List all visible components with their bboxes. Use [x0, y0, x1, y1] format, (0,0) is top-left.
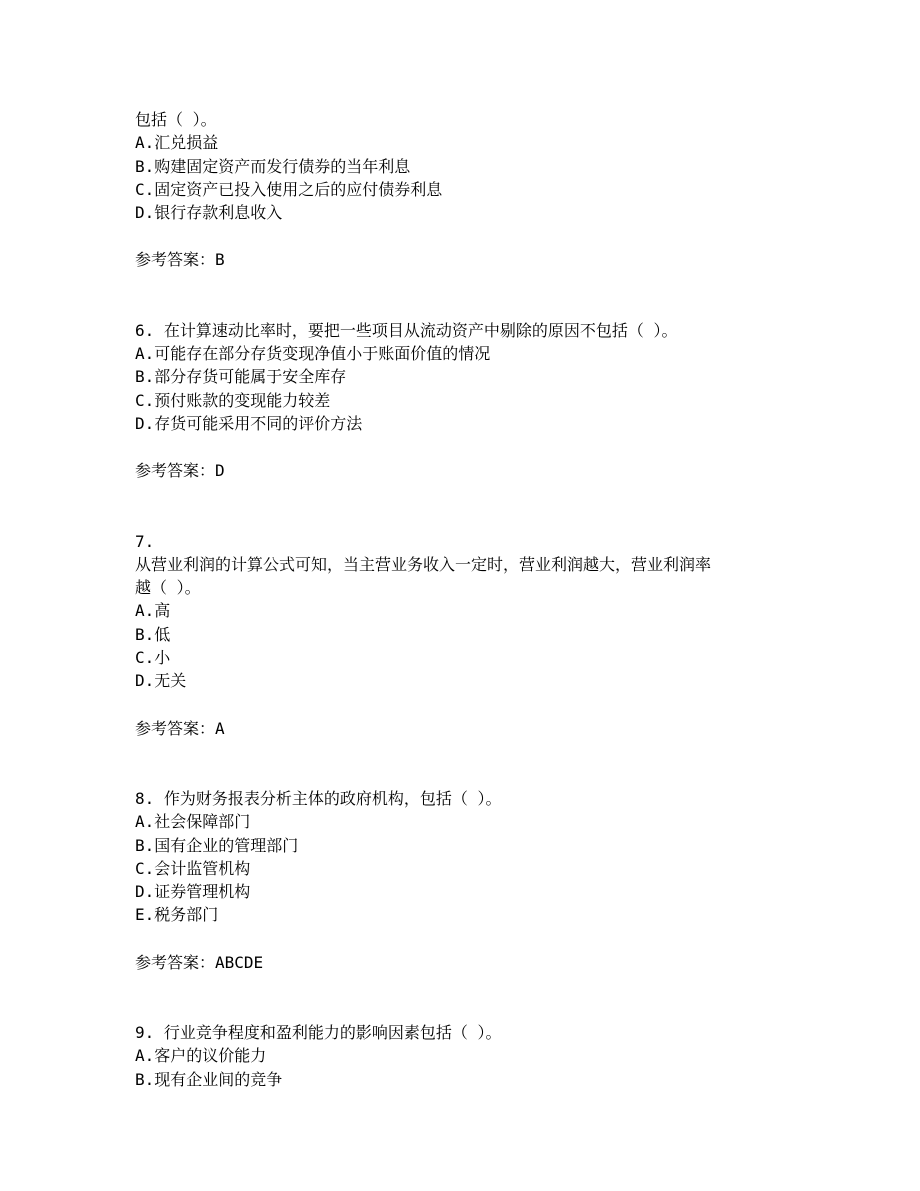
- option-a: A.社会保障部门: [135, 812, 251, 832]
- question-9: [135, 1021, 795, 1091]
- option-b: B.现有企业间的竞争: [135, 1069, 283, 1089]
- reference-answer: 参考答案：A: [135, 718, 225, 738]
- option-b: B.购建固定资产而发行债券的当年利息: [135, 156, 411, 176]
- option-b: B.部分存货可能属于安全库存: [135, 367, 347, 387]
- option-d: D.无关: [135, 671, 187, 691]
- option-d: D.证券管理机构: [135, 882, 251, 902]
- option-b: B.国有企业的管理部门: [135, 835, 299, 855]
- option-a: A.可能存在部分存货变现净值小于账面价值的情况: [135, 344, 491, 364]
- question-stem-line: 越（ ）。: [135, 578, 201, 598]
- question-7: [135, 530, 795, 740]
- option-c: C.预付账款的变现能力较差: [135, 390, 331, 410]
- question-stem-line: 9. 行业竞争程度和盈利能力的影响因素包括（ ）。: [135, 1023, 502, 1043]
- option-e: E.税务部门: [135, 905, 219, 925]
- option-a: A.汇兑损益: [135, 133, 219, 153]
- option-d: D.银行存款利息收入: [135, 203, 283, 223]
- question-stem-line: 包括（ ）。: [135, 110, 217, 129]
- option-a: A.客户的议价能力: [135, 1046, 267, 1066]
- question-number: 7.: [135, 531, 155, 551]
- option-c: C.会计监管机构: [135, 858, 251, 878]
- question-stem-line: 8. 作为财务报表分析主体的政府机构，包括（ ）。: [135, 788, 502, 808]
- option-d: D.存货可能采用不同的评价方法: [135, 413, 363, 433]
- question-6: [135, 319, 795, 483]
- document-page: [135, 108, 795, 1091]
- option-b: B.低: [135, 624, 171, 644]
- option-a: A.高: [135, 601, 171, 621]
- question-stem-line: 从营业利润的计算公式可知，当主营业务收入一定时，营业利润越大，营业利润率: [135, 554, 712, 574]
- question-8: [135, 787, 795, 974]
- reference-answer: 参考答案：D: [135, 461, 225, 481]
- question-5-continued: [135, 108, 795, 272]
- option-c: C.小: [135, 648, 171, 668]
- question-stem-line: 6. 在计算速动比率时，要把一些项目从流动资产中剔除的原因不包括（ ）。: [135, 320, 678, 340]
- reference-answer: 参考答案：ABCDE: [135, 952, 264, 972]
- option-c: C.固定资产已投入使用之后的应付债券利息: [135, 179, 443, 199]
- reference-answer: 参考答案：B: [135, 250, 225, 270]
